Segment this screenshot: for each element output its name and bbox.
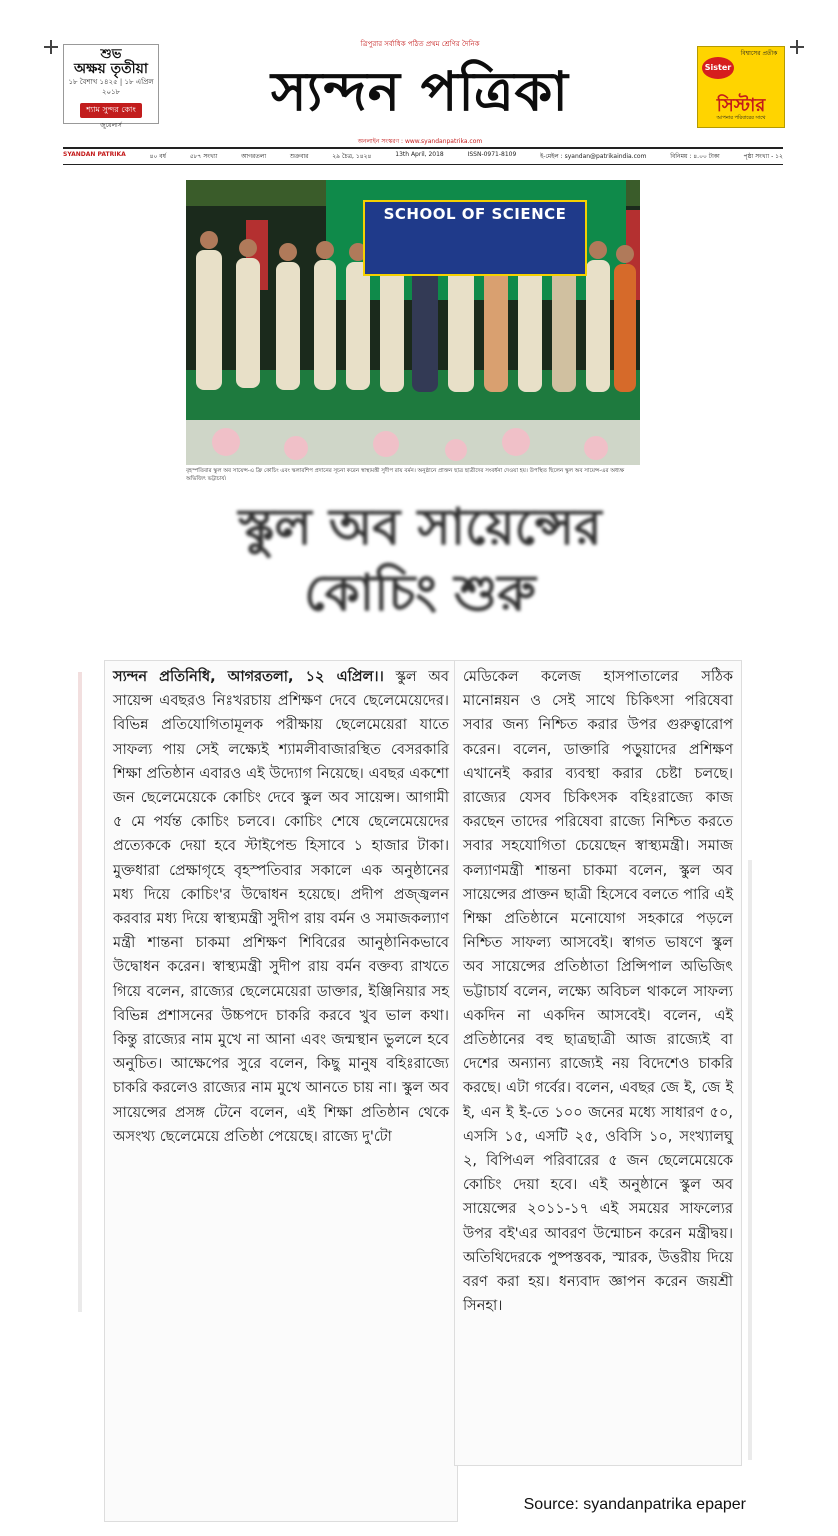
- article-column-1: [104, 660, 458, 1522]
- registration-mark-right: [790, 40, 804, 54]
- school-of-science-banner: [363, 200, 587, 276]
- dateline-item: ৪০ বর্ষ: [149, 153, 166, 160]
- ad-line-3: ১৮ বৈশাখ ১৪২৫ | ১৮ এপ্রিল ২০১৮: [68, 78, 154, 96]
- page-edge-left: [78, 672, 82, 1312]
- sister-logo-icon: Sister: [702, 57, 734, 79]
- dateline-item: আগরতলা: [241, 153, 267, 160]
- sister-ad-foot: আপনার পরিবারের সাথে: [716, 115, 766, 121]
- masthead-tagline: ত্রিপুরার সর্বাধিক পঠিত প্রথম শ্রেণির দৈনিক: [360, 40, 480, 48]
- online-edition: অনলাইন সংস্করণ : www.syandanpatrika.com: [357, 138, 483, 145]
- registration-mark-left: [44, 40, 58, 54]
- article-column-2: [454, 660, 742, 1466]
- photo-caption: বৃহস্পতিবার স্কুল অব সায়েন্স-এ ফ্রি কোচিং এবং স্কলারশিপ প্রদানের সূচনা করেন স্বাস্থ্যমন্ত্রী সুদীপ রায় বর্মন। অনুষ্ঠানে প্রাক্তন ছাত্র ছাত্রীদের সংবর্ধনা দেওয়া হয়। উপস্থিত ছিলেন স্কুল অব সায়েন্স-এর অধ্যক্ষ অভিজিৎ ভট্টাচার্য।: [186, 468, 625, 482]
- akshaya-tritiya-ad: [63, 44, 159, 129]
- dateline-brand: SYANDAN PATRIKA: [63, 151, 126, 158]
- headline-line-2: কোচিং শুরু: [304, 564, 536, 622]
- article-body-1: স্কুল অব সায়েন্স এবছরও নিঃখরচায় প্রশিক্ষণ দেবে ছেলেমেয়েদের। বিভিন্ন প্রতিযোগিতামূলক পরীক্ষায় ছেলেমেয়েরা যাতে সাফল্য পায় সেই লক্ষ্যেই শ্যামলীবাজারস্থিত বেসরকারি শিক্ষা প্রতিষ্ঠান এবারও এই উদ্যোগ নিয়েছে। এবছর একশো জন ছেলেমেয়েকে কোচিং দেবে স্কুল অব সায়েন্স। আগামী ৫ মে পর্যন্ত কোচিং চলবে। কোচিং শেষে ছেলেমেয়েদের প্রত্যেককে দেয়া হবে স্টাইপেন্ড হিসাবে ১ হাজার টাকা। মুক্তধারা প্রেক্ষাগৃহে বৃহস্পতিবার সকালে এক অনুষ্ঠানের মধ্য দিয়ে কোচিং'র উদ্বোধন হয়েছে। প্রদীপ প্রজ্জ্বলন করবার মধ্য দিয়ে স্বাস্থ্যমন্ত্রী সুদীপ রায় বর্মন ও সমাজকল্যাণ মন্ত্রী শান্তনা চাকমা প্রশিক্ষণ শিবিরের আনুষ্ঠানিকভাবে উদ্বোধন করেন। স্বাস্থ্যমন্ত্রী সুদীপ রায় বর্মন বক্তব্য রাখতে গিয়ে বলেন, রাজ্যের ছেলেমেয়েরা ডাক্তার, ইঞ্জিনিয়ার সহ বিভিন্ন প্রশাসনের উচ্চপদে চাকরি করবে খুব ভাল কথা। কিন্তু রাজ্যের নাম মুখে না আনা এবং জন্মস্থান ভুললে হবে অনুচিত। আক্ষেপের সুরে বলেন, কিছু মানুষ বহিঃরাজ্যে চাকরি করলেও রাজ্যের নাম মুখে আনতে চায় না। স্কুল অব সায়েন্সের প্রসঙ্গ টেনে বলেন, এই শিক্ষা প্রতিষ্ঠান থেকে অসংখ্য ছেলেমেয়ে প্রতিষ্ঠা পেয়েছে। রাজ্যে দু'টো: [113, 669, 449, 1145]
- article-dateline: স্যন্দন প্রতিনিধি, আগরতলা, ১২ এপ্রিল।।: [113, 669, 384, 685]
- dateline-item: শুক্রবার: [289, 153, 309, 160]
- dateline-item: ২৯ চৈত্র, ১৪২৪: [332, 153, 372, 160]
- article-body-2: মেডিকেল কলেজ হাসপাতালের সঠিক মানোন্নয়ন ও সেই সাথে চিকিৎসা পরিষেবা সবার জন্য নিশ্চিত করার উপর গুরুত্বারোপ করেন। বলেন, ডাক্তারি পড়ুয়াদের প্রশিক্ষণ এখানেই করার ব্যবস্থা করার চেষ্টা চলছে। রাজ্যের যেসব চিকিৎসক বহিঃরাজ্যে কাজ করছেন তাদের পরিষেবা রাজ্যে নিশ্চিত করতে সবার সহযোগিতা চেয়েছেন স্বাস্থ্যমন্ত্রী। সমাজ কল্যাণমন্ত্রী শান্তনা চাকমা বলেন, স্কুল অব সায়েন্সের প্রাক্তন ছাত্রী হিসেবে বলতে পারি এই শিক্ষা প্রতিষ্ঠানে মনোযোগ সহকারে পড়লে নিশ্চিত সাফল্য আসবেই। স্বাগত ভাষণে স্কুল অব সায়েন্সের প্রতিষ্ঠাতা প্রিন্সিপাল অভিজিৎ ভট্টাচার্য বলেন, লক্ষ্যে অবিচল থাকলে সাফল্য একদিন না একদিন আসবেই। বলেন, এই প্রতিষ্ঠানের বহু ছাত্রছাত্রী আজ রাজ্যেই বা দেশের অন্যান্য রাজ্যেই নয় বিদেশেও চাকরি করছে। এটা গর্বের। বলেন, এবছর জে ই, জে ই ই, এন ই ই-তে ১০০ জনের মধ্যে সাধারণ ৫০, এসসি ১৫, এসটি ২৫, ওবিসি ১০, সংখ্যালঘু ২, বিপিএল পরিবারের ৫ জন ছেলেমেয়েকে কোচিং দেয়া হবে। এই অনুষ্ঠানে স্কুল অব সায়েন্সের ২০১১-১৭ এই সময়ের সাফল্যের উপর বই'এর আবরণ উন্মোচন করেন মন্ত্রীদ্বয়। অতিথিদেরকে পুষ্পস্তবক, স্মারক, উত্তরীয় দিয়ে বরণ করা হয়। ধন্যবাদ জ্ঞাপন করেন জয়শ্রী সিনহা।: [463, 669, 733, 1315]
- newspaper-title: স্যন্দন পত্রিকা: [271, 59, 569, 123]
- dateline: [63, 151, 783, 163]
- dateline-date: 13th April, 2018: [395, 151, 444, 158]
- banner-title: SCHOOL OF SCIENCE: [383, 205, 567, 223]
- sister-ad-name: সিস্টার: [716, 95, 766, 116]
- sister-ad: [697, 46, 785, 128]
- ad-line-1: শুভ: [100, 47, 122, 62]
- sister-ad-small: বিশ্বাসের প্রতীক: [740, 50, 778, 57]
- article-headline: [150, 494, 690, 626]
- dateline-email: ই-মেইল : syandan@patrikaindia.com: [540, 153, 647, 160]
- headline-line-1: স্কুল অব সায়েন্সের: [238, 498, 602, 556]
- dateline-item: ৫৮৭ সংখ্যা: [189, 153, 218, 160]
- ad-line-2: অক্ষয় তৃতীয়া: [74, 61, 148, 77]
- dateline-price: বিনিময় : ৪.০০ টাকা: [670, 153, 720, 160]
- dateline-issn: ISSN-0971-8109: [467, 151, 517, 158]
- source-credit: Source: syandanpatrika epaper: [523, 1496, 746, 1513]
- masthead-rule-bottom: [63, 164, 783, 165]
- masthead-rule-top: [63, 147, 783, 149]
- event-photo: [186, 180, 640, 465]
- ad-line-5: জুয়েলার্স: [100, 122, 122, 129]
- dateline-pages: পৃষ্ঠা সংখ্যা - ১২: [743, 153, 783, 160]
- page-edge-right: [748, 860, 752, 1460]
- ad-line-4: শ্যাম সুন্দর কোং: [80, 103, 142, 118]
